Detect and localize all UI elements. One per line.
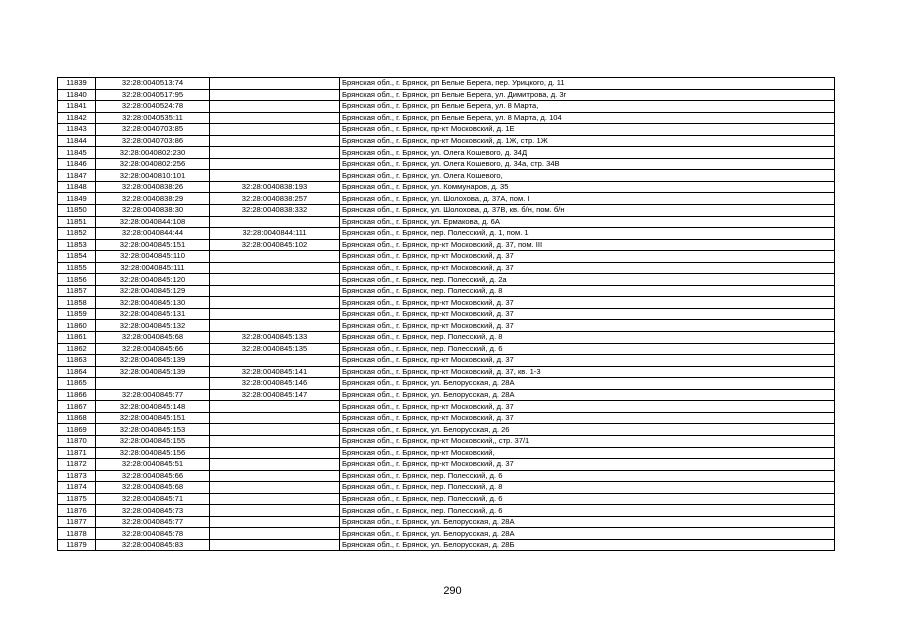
row-number-cell: 11874 [58, 482, 96, 494]
table-row [58, 332, 835, 344]
row-number-cell: 11843 [58, 124, 96, 136]
table-row [58, 459, 835, 471]
row-number-cell: 11866 [58, 389, 96, 401]
row-number-cell: 11863 [58, 355, 96, 367]
address-cell: Брянская обл., г. Брянск, пр-кт Московский, д. 37 [340, 308, 835, 320]
address-cell: Брянская обл., г. Брянск, ул. Белорусская, д. 26 [340, 424, 835, 436]
address-cell: Брянская обл., г. Брянск, пр-кт Московский, д. 37 [340, 262, 835, 274]
page-number: 290 [443, 585, 462, 597]
related-cadastral-number-cell [210, 135, 340, 147]
row-number-cell: 11865 [58, 378, 96, 390]
table-row [58, 401, 835, 413]
row-number-cell: 11870 [58, 435, 96, 447]
cadastral-number-cell: 32:28:0040810:101 [96, 170, 210, 182]
address-cell: Брянская обл., г. Брянск, пер. Полесский, д. 6 [340, 493, 835, 505]
cadastral-number-cell: 32:28:0040845:129 [96, 285, 210, 297]
cadastral-number-cell: 32:28:0040838:30 [96, 205, 210, 217]
cadastral-number-cell: 32:28:0040703:85 [96, 124, 210, 136]
address-cell: Брянская обл., г. Брянск, пер. Полесский, д. 6 [340, 343, 835, 355]
cadastral-number-cell: 32:28:0040845:151 [96, 412, 210, 424]
row-number-cell: 11879 [58, 539, 96, 551]
related-cadastral-number-cell [210, 516, 340, 528]
table-row [58, 412, 835, 424]
related-cadastral-number-cell: 32:28:0040845:135 [210, 343, 340, 355]
row-number-cell: 11842 [58, 112, 96, 124]
address-cell: Брянская обл., г. Брянск, рп Белые Берега, ул. 8 Марта, д. 104 [340, 112, 835, 124]
address-cell: Брянская обл., г. Брянск, ул. Олега Кошевого, д. 34а, стр. 34В [340, 158, 835, 170]
related-cadastral-number-cell [210, 320, 340, 332]
address-cell: Брянская обл., г. Брянск, ул. Белорусская, д. 28Б [340, 539, 835, 551]
row-number-cell: 11848 [58, 181, 96, 193]
related-cadastral-number-cell [210, 435, 340, 447]
cadastral-number-cell: 32:28:0040513:74 [96, 78, 210, 90]
cadastral-number-cell: 32:28:0040838:26 [96, 181, 210, 193]
row-number-cell: 11844 [58, 135, 96, 147]
table-row [58, 435, 835, 447]
table-row [58, 228, 835, 240]
cadastral-number-cell: 32:28:0040845:139 [96, 366, 210, 378]
related-cadastral-number-cell: 32:28:0040844:111 [210, 228, 340, 240]
related-cadastral-number-cell [210, 285, 340, 297]
table-row [58, 343, 835, 355]
related-cadastral-number-cell [210, 424, 340, 436]
address-cell: Брянская обл., г. Брянск, пр-кт Московский, д. 37 [340, 355, 835, 367]
cadastral-number-cell: 32:28:0040845:77 [96, 516, 210, 528]
cadastral-number-cell: 32:28:0040845:132 [96, 320, 210, 332]
cadastral-number-cell: 32:28:0040535:11 [96, 112, 210, 124]
address-cell: Брянская обл., г. Брянск, пер. Полесский, д. 6 [340, 505, 835, 517]
row-number-cell: 11878 [58, 528, 96, 540]
address-cell: Брянская обл., г. Брянск, ул. Коммунаров, д. 35 [340, 181, 835, 193]
cadastral-number-cell: 32:28:0040845:111 [96, 262, 210, 274]
table-row [58, 158, 835, 170]
related-cadastral-number-cell: 32:28:0040845:102 [210, 239, 340, 251]
table-row [58, 101, 835, 113]
related-cadastral-number-cell: 32:28:0040838:257 [210, 193, 340, 205]
address-cell: Брянская обл., г. Брянск, пр-кт Московский, д. 1Е [340, 124, 835, 136]
row-number-cell: 11858 [58, 297, 96, 309]
row-number-cell: 11860 [58, 320, 96, 332]
table-row [58, 181, 835, 193]
cadastral-number-cell [96, 378, 210, 390]
row-number-cell: 11859 [58, 308, 96, 320]
row-number-cell: 11849 [58, 193, 96, 205]
address-cell: Брянская обл., г. Брянск, ул. Шолохова, д. 37В, кв. б/н, пом. б/н [340, 205, 835, 217]
address-cell: Брянская обл., г. Брянск, пр-кт Московский, д. 37 [340, 459, 835, 471]
related-cadastral-number-cell [210, 459, 340, 471]
table-row [58, 516, 835, 528]
table-row [58, 262, 835, 274]
row-number-cell: 11855 [58, 262, 96, 274]
related-cadastral-number-cell [210, 355, 340, 367]
cadastral-number-cell: 32:28:0040844:44 [96, 228, 210, 240]
row-number-cell: 11854 [58, 251, 96, 263]
cadastral-number-cell: 32:28:0040845:139 [96, 355, 210, 367]
cadastral-number-cell: 32:28:0040845:78 [96, 528, 210, 540]
table-row [58, 135, 835, 147]
row-number-cell: 11853 [58, 239, 96, 251]
cadastral-number-cell: 32:28:0040845:130 [96, 297, 210, 309]
address-cell: Брянская обл., г. Брянск, ул. Белорусская, д. 28А [340, 516, 835, 528]
address-cell: Брянская обл., г. Брянск, пер. Полесский, д. 8 [340, 482, 835, 494]
address-cell: Брянская обл., г. Брянск, пер. Полесский, д. 8 [340, 285, 835, 297]
cadastral-number-cell: 32:28:0040845:110 [96, 251, 210, 263]
related-cadastral-number-cell [210, 412, 340, 424]
address-cell: Брянская обл., г. Брянск, ул. Белорусская, д. 28А [340, 389, 835, 401]
cadastral-number-cell: 32:28:0040845:71 [96, 493, 210, 505]
address-cell: Брянская обл., г. Брянск, пр-кт Московский, д. 37 [340, 320, 835, 332]
row-number-cell: 11861 [58, 332, 96, 344]
table-row [58, 366, 835, 378]
row-number-cell: 11871 [58, 447, 96, 459]
row-number-cell: 11877 [58, 516, 96, 528]
address-cell: Брянская обл., г. Брянск, пр-кт Московский, д. 37 [340, 401, 835, 413]
table-row [58, 308, 835, 320]
row-number-cell: 11869 [58, 424, 96, 436]
table-row [58, 297, 835, 309]
row-number-cell: 11841 [58, 101, 96, 113]
table-row [58, 251, 835, 263]
table-row [58, 505, 835, 517]
table-row [58, 320, 835, 332]
related-cadastral-number-cell [210, 482, 340, 494]
related-cadastral-number-cell [210, 78, 340, 90]
row-number-cell: 11875 [58, 493, 96, 505]
address-cell: Брянская обл., г. Брянск, ул. Ермакова, д. 6А [340, 216, 835, 228]
table-row [58, 389, 835, 401]
row-number-cell: 11852 [58, 228, 96, 240]
table-row [58, 539, 835, 551]
related-cadastral-number-cell: 32:28:0040838:332 [210, 205, 340, 217]
address-cell: Брянская обл., г. Брянск, пер. Полесский, д. 1, пом. 1 [340, 228, 835, 240]
related-cadastral-number-cell [210, 470, 340, 482]
cadastral-number-cell: 32:28:0040524:78 [96, 101, 210, 113]
related-cadastral-number-cell [210, 147, 340, 159]
cadastral-number-cell: 32:28:0040845:151 [96, 239, 210, 251]
related-cadastral-number-cell [210, 447, 340, 459]
related-cadastral-number-cell [210, 262, 340, 274]
address-cell: Брянская обл., г. Брянск, пр-кт Московский, д. 1Ж, стр. 1Ж [340, 135, 835, 147]
cadastral-number-cell: 32:28:0040845:83 [96, 539, 210, 551]
table-row [58, 78, 835, 90]
related-cadastral-number-cell [210, 539, 340, 551]
cadastral-number-cell: 32:28:0040802:230 [96, 147, 210, 159]
address-cell: Брянская обл., г. Брянск, ул. Олега Кошевого, [340, 170, 835, 182]
table-row [58, 482, 835, 494]
cadastral-number-cell: 32:28:0040517:95 [96, 89, 210, 101]
related-cadastral-number-cell: 32:28:0040845:141 [210, 366, 340, 378]
address-cell: Брянская обл., г. Брянск, пр-кт Московский, д. 37 [340, 297, 835, 309]
cadastral-number-cell: 32:28:0040845:77 [96, 389, 210, 401]
address-cell: Брянская обл., г. Брянск, ул. Белорусская, д. 28А [340, 528, 835, 540]
related-cadastral-number-cell [210, 401, 340, 413]
cadastral-number-cell: 32:28:0040845:68 [96, 482, 210, 494]
address-cell: Брянская обл., г. Брянск, рп Белые Берега, ул. Димитрова, д. 3г [340, 89, 835, 101]
cadastral-number-cell: 32:28:0040845:131 [96, 308, 210, 320]
table-row [58, 528, 835, 540]
related-cadastral-number-cell [210, 251, 340, 263]
address-cell: Брянская обл., г. Брянск, ул. Белорусская, д. 28А [340, 378, 835, 390]
row-number-cell: 11839 [58, 78, 96, 90]
address-cell: Брянская обл., г. Брянск, ул. Олега Кошевого, д. 34Д [340, 147, 835, 159]
address-cell: Брянская обл., г. Брянск, пер. Полесский, д. 2а [340, 274, 835, 286]
row-number-cell: 11872 [58, 459, 96, 471]
related-cadastral-number-cell: 32:28:0040845:147 [210, 389, 340, 401]
table-row [58, 112, 835, 124]
cadastral-number-cell: 32:28:0040845:120 [96, 274, 210, 286]
related-cadastral-number-cell [210, 528, 340, 540]
row-number-cell: 11873 [58, 470, 96, 482]
related-cadastral-number-cell [210, 493, 340, 505]
row-number-cell: 11868 [58, 412, 96, 424]
address-cell: Брянская обл., г. Брянск, пр-кт Московский, [340, 447, 835, 459]
related-cadastral-number-cell [210, 112, 340, 124]
address-cell: Брянская обл., г. Брянск, пр-кт Московский, д. 37 [340, 251, 835, 263]
related-cadastral-number-cell: 32:28:0040845:146 [210, 378, 340, 390]
address-cell: Брянская обл., г. Брянск, рп Белые Берега, ул. 8 Марта, [340, 101, 835, 113]
table-row [58, 447, 835, 459]
cadastral-number-cell: 32:28:0040845:66 [96, 470, 210, 482]
table-row [58, 274, 835, 286]
related-cadastral-number-cell [210, 274, 340, 286]
table-row [58, 355, 835, 367]
row-number-cell: 11867 [58, 401, 96, 413]
registry-table-body [58, 78, 835, 551]
row-number-cell: 11847 [58, 170, 96, 182]
row-number-cell: 11840 [58, 89, 96, 101]
related-cadastral-number-cell [210, 505, 340, 517]
table-row [58, 378, 835, 390]
row-number-cell: 11846 [58, 158, 96, 170]
related-cadastral-number-cell [210, 124, 340, 136]
table-row [58, 216, 835, 228]
cadastral-number-cell: 32:28:0040838:29 [96, 193, 210, 205]
table-row [58, 89, 835, 101]
cadastral-number-cell: 32:28:0040845:156 [96, 447, 210, 459]
table-row [58, 470, 835, 482]
related-cadastral-number-cell [210, 216, 340, 228]
table-row [58, 285, 835, 297]
cadastral-number-cell: 32:28:0040845:148 [96, 401, 210, 413]
cadastral-number-cell: 32:28:0040845:51 [96, 459, 210, 471]
table-row [58, 147, 835, 159]
table-row [58, 239, 835, 251]
related-cadastral-number-cell: 32:28:0040838:193 [210, 181, 340, 193]
row-number-cell: 11851 [58, 216, 96, 228]
cadastral-number-cell: 32:28:0040845:153 [96, 424, 210, 436]
address-cell: Брянская обл., г. Брянск, ул. Шолохова, д. 37А, пом. I [340, 193, 835, 205]
address-cell: Брянская обл., г. Брянск, рп Белые Берега, пер. Урицкого, д. 11 [340, 78, 835, 90]
row-number-cell: 11850 [58, 205, 96, 217]
address-cell: Брянская обл., г. Брянск, пер. Полесский, д. 8 [340, 332, 835, 344]
table-row [58, 424, 835, 436]
table-row [58, 170, 835, 182]
related-cadastral-number-cell [210, 297, 340, 309]
related-cadastral-number-cell: 32:28:0040845:133 [210, 332, 340, 344]
related-cadastral-number-cell [210, 101, 340, 113]
related-cadastral-number-cell [210, 89, 340, 101]
address-cell: Брянская обл., г. Брянск, пер. Полесский, д. 6 [340, 470, 835, 482]
cadastral-number-cell: 32:28:0040845:73 [96, 505, 210, 517]
table-row [58, 493, 835, 505]
address-cell: Брянская обл., г. Брянск, пр-кт Московский, д. 37, кв. 1-3 [340, 366, 835, 378]
cadastral-number-cell: 32:28:0040802:256 [96, 158, 210, 170]
cadastral-number-cell: 32:28:0040845:68 [96, 332, 210, 344]
row-number-cell: 11857 [58, 285, 96, 297]
row-number-cell: 11876 [58, 505, 96, 517]
table-row [58, 124, 835, 136]
cadastral-number-cell: 32:28:0040845:66 [96, 343, 210, 355]
table-row [58, 193, 835, 205]
address-cell: Брянская обл., г. Брянск, пр-кт Московский, д. 37, пом. III [340, 239, 835, 251]
row-number-cell: 11856 [58, 274, 96, 286]
row-number-cell: 11845 [58, 147, 96, 159]
related-cadastral-number-cell [210, 158, 340, 170]
address-cell: Брянская обл., г. Брянск, пр-кт Московский,, стр. 37/1 [340, 435, 835, 447]
address-cell: Брянская обл., г. Брянск, пр-кт Московский, д. 37 [340, 412, 835, 424]
related-cadastral-number-cell [210, 308, 340, 320]
cadastral-number-cell: 32:28:0040845:155 [96, 435, 210, 447]
table-row [58, 205, 835, 217]
related-cadastral-number-cell [210, 170, 340, 182]
cadastral-number-cell: 32:28:0040844:108 [96, 216, 210, 228]
registry-table [57, 77, 835, 551]
cadastral-number-cell: 32:28:0040703:86 [96, 135, 210, 147]
row-number-cell: 11862 [58, 343, 96, 355]
row-number-cell: 11864 [58, 366, 96, 378]
